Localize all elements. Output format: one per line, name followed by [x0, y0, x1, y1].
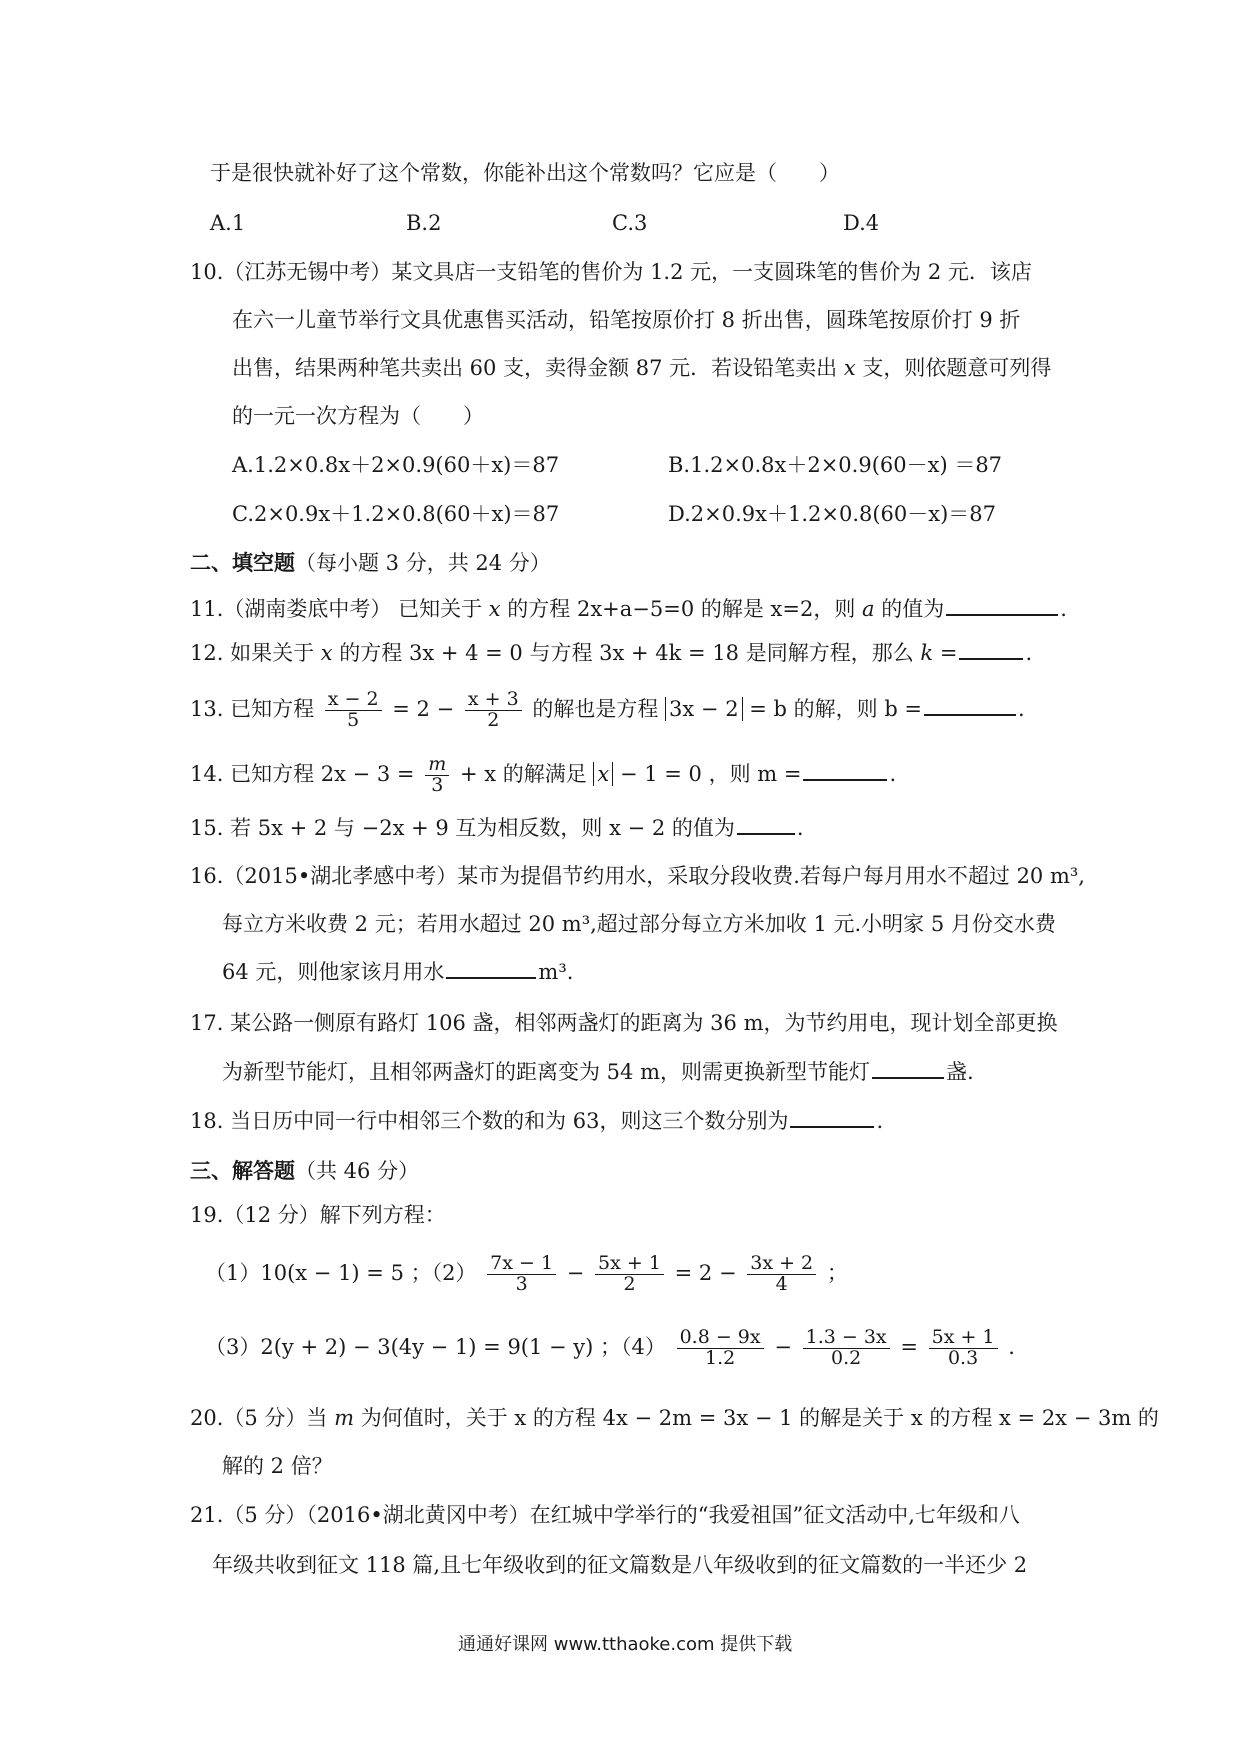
q15-end: .: [796, 816, 804, 840]
q18-answer-blank[interactable]: [790, 1106, 874, 1128]
q10-line-1: 10.（江苏无锡中考）某文具店一支铅笔的售价为 1.2 元，一支圆珠笔的售价为 2 元．该店: [190, 260, 1032, 284]
q11-answer-blank[interactable]: [946, 594, 1058, 616]
q20-var-m: m: [334, 1406, 355, 1430]
q10-line-3-a: 出售，结果两种笔共卖出 60 支，卖得金额 87 元．若设铅笔卖出: [232, 356, 838, 380]
q10-option-b: B.1.2×0.8x＋2×0.9(60－x) ＝87: [668, 453, 1003, 477]
q19-p2-minus: −: [566, 1261, 585, 1285]
section-3-note: （共 46 分）: [295, 1159, 420, 1183]
q12-var-k: k: [920, 641, 934, 665]
q17-line-2-a: 为新型节能灯，且相邻两盏灯的距离变为 54 m，则需更换新型节能灯: [222, 1060, 870, 1084]
q9-option-b: B.2: [406, 211, 442, 235]
q10-line-2: 在六一儿童节举行文具优惠售买活动，铅笔按原价打 8 折出售，圆珠笔按原价打 9 折: [232, 308, 1021, 332]
q11-part-b: 的方程 2x+a−5=0 的解是 x=2，则: [507, 597, 856, 621]
q15-answer-blank[interactable]: [737, 813, 795, 835]
q12-answer-blank[interactable]: [959, 638, 1023, 660]
q19-p2-fraction-1-denominator: 3: [515, 1273, 528, 1295]
q11-var-a: a: [862, 597, 875, 621]
q11-part-c: 的值为: [881, 597, 945, 621]
q13-fraction-2: [465, 690, 522, 731]
q13: [190, 682, 1025, 736]
q19-p4-equals: =: [900, 1335, 918, 1359]
q19-p4-end: .: [1008, 1335, 1015, 1359]
q13-fraction-2-numerator: x + 3: [465, 690, 522, 711]
section-2-note: （每小题 3 分，共 24 分）: [295, 551, 551, 575]
q19-p2-equals: = 2 −: [674, 1261, 737, 1285]
q20-line-1-b: 为何值时，关于 x 的方程 4x − 2m = 3x − 1 的解是关于 x 的方程 x = 2x − 3m 的: [360, 1406, 1159, 1430]
q10-option-a: A.1.2×0.8x＋2×0.9(60＋x)＝87: [232, 453, 560, 477]
q13-middle: = 2 −: [392, 697, 455, 721]
q18-text: 18. 当日历中同一行中相邻三个数的和为 63，则这三个数分别为: [190, 1109, 789, 1133]
q16-line-3: [222, 957, 573, 987]
q14-part-c: − 1 = 0 ，则 m =: [619, 762, 802, 786]
q19-p4-minus: −: [774, 1335, 792, 1359]
q14-fraction-numerator: m: [425, 755, 449, 776]
q19-p4-fraction-2-denominator: 0.2: [831, 1347, 862, 1369]
q14: [190, 747, 896, 801]
q18-end: .: [876, 1109, 884, 1133]
q12-part-b: 的方程 3x + 4 = 0 与方程 3x + 4k = 18 是同解方程，那么: [339, 641, 914, 665]
q13-end: .: [1018, 697, 1025, 721]
q17-line-2: [222, 1057, 974, 1087]
q14-part-b: + x 的解满足: [459, 762, 587, 786]
q11-var-x: x: [488, 597, 501, 621]
q12-part-c: =: [939, 641, 958, 665]
q19-p4-fraction-3-numerator: 5x + 1: [929, 1328, 998, 1349]
q19-p4-fraction-2: [803, 1328, 890, 1369]
q19-p2-fraction-1-numerator: 7x − 1: [487, 1254, 556, 1275]
q18: [190, 1106, 883, 1136]
q14-fraction-denominator: 3: [431, 774, 444, 796]
q19-p4-fraction-3: [929, 1328, 998, 1369]
q13-fraction-1-denominator: 5: [347, 709, 360, 731]
q16-line-1: 16.（2015•湖北孝感中考）某市为提倡节约用水，采取分段收费.若每户每月用水不超过 20 m³,: [190, 864, 1085, 888]
q14-absolute-value: x: [593, 762, 613, 786]
q10-line-3-b: 支，则依题意可列得: [862, 356, 1052, 380]
q9-option-d: D.4: [843, 211, 880, 235]
q11-part-a: 11.（湖南娄底中考） 已知关于: [190, 597, 483, 621]
q13-fraction-1: [325, 690, 382, 731]
q13-part-b: 的解也是方程: [532, 697, 659, 721]
q15-text: 15. 若 5x + 2 与 −2x + 9 互为相反数，则 x − 2 的值为: [190, 816, 735, 840]
q13-fraction-2-denominator: 2: [487, 709, 500, 731]
q20-line-1: [190, 1403, 1159, 1433]
q16-answer-blank[interactable]: [446, 957, 536, 979]
q10-line-4: 的一元一次方程为（ ）: [232, 404, 484, 428]
q19-p4-fraction-1-denominator: 1.2: [705, 1347, 736, 1369]
q19-p4-fraction-2-numerator: 1.3 − 3x: [803, 1328, 890, 1349]
q19-part-3: （3）2(y + 2) − 3(4y − 1) = 9(1 − y) ；（4）: [205, 1335, 666, 1359]
q13-fraction-1-numerator: x − 2: [325, 690, 382, 711]
q19-parts-3-4: [205, 1318, 1015, 1376]
q10-option-d: D.2×0.9x＋1.2×0.8(60－x)＝87: [668, 502, 997, 526]
q13-part-a: 13. 已知方程: [190, 697, 315, 721]
q19-p2-fraction-3-numerator: 3x + 2: [747, 1254, 816, 1275]
q20-line-2: 解的 2 倍？: [222, 1454, 333, 1478]
q14-answer-blank[interactable]: [803, 759, 887, 781]
q19-p2-fraction-2-denominator: 2: [623, 1273, 636, 1295]
section-2-title: 二、填空题: [190, 551, 295, 575]
q19-p2-fraction-2: [595, 1254, 664, 1295]
q19-p2-fraction-1: [487, 1254, 556, 1295]
q11-end: .: [1060, 597, 1067, 621]
q19-p4-fraction-3-denominator: 0.3: [947, 1347, 979, 1369]
q10-variable-x: x: [843, 356, 856, 380]
q19-parts-1-2: [205, 1244, 848, 1302]
q19-p2-fraction-3-denominator: 4: [775, 1273, 788, 1295]
q16-line-3-a: 64 元，则他家该月用水: [222, 960, 445, 984]
q17-line-1: 17. 某公路一侧原有路灯 106 盏，相邻两盏灯的距离为 36 m，为节约用电，现计划全部更换: [190, 1011, 1058, 1035]
q19-part-1: （1）10(x − 1) = 5 ；（2）: [205, 1261, 477, 1285]
q21-line-2: 年级共收到征文 118 篇,且七年级收到的征文篇数是八年级收到的征文篇数的一半还少 2: [212, 1553, 1028, 1577]
q14-fraction: [425, 755, 449, 796]
q14-part-a: 14. 已知方程 2x − 3 =: [190, 762, 415, 786]
q12-part-a: 12. 如果关于: [190, 641, 315, 665]
q21-line-1: 21.（5 分）（2016•湖北黄冈中考）在红城中学举行的“我爱祖国”征文活动中,七年级和八: [190, 1503, 1020, 1527]
section-2-heading: [190, 548, 551, 578]
q16-line-2: 每立方米收费 2 元；若用水超过 20 m³,超过部分每立方米加收 1 元.小明家 5 月份交水费: [222, 912, 1056, 936]
section-3-title: 三、解答题: [190, 1159, 295, 1183]
q9-continuation: 于是很快就补好了这个常数，你能补出这个常数吗？它应是（ ）: [210, 161, 840, 185]
q17-answer-blank[interactable]: [872, 1057, 944, 1079]
q19-p2-fraction-2-numerator: 5x + 1: [595, 1254, 664, 1275]
q12: [190, 638, 1032, 668]
q12-end: .: [1025, 641, 1033, 665]
q9-option-a: A.1: [210, 211, 246, 235]
section-3-heading: [190, 1156, 419, 1186]
q10-line-3: [232, 353, 1051, 383]
q20-line-1-a: 20.（5 分）当: [190, 1406, 328, 1430]
q12-var-x: x: [320, 641, 333, 665]
q14-end: .: [889, 762, 897, 786]
q13-part-c: = b 的解，则 b =: [749, 697, 923, 721]
q9-option-c: C.3: [612, 211, 648, 235]
q16-line-3-b: m³.: [538, 960, 574, 984]
q13-absolute-value: 3x − 2: [665, 697, 743, 721]
q11: [190, 594, 1067, 624]
q19-p4-fraction-1: [677, 1328, 764, 1369]
q19-p4-fraction-1-numerator: 0.8 − 9x: [677, 1328, 764, 1349]
q15: [190, 813, 804, 843]
q19-p2-end: ；: [826, 1261, 848, 1285]
q17-line-2-b: 盏.: [945, 1060, 974, 1084]
q13-answer-blank[interactable]: [924, 694, 1016, 716]
q19-heading: 19.（12 分）解下列方程：: [190, 1203, 446, 1227]
q19-p2-fraction-3: [747, 1254, 816, 1295]
q10-option-c: C.2×0.9x＋1.2×0.8(60＋x)＝87: [232, 502, 560, 526]
page-footer: 通通好课网 www.tthaoke.com 提供下载: [458, 1634, 793, 1655]
